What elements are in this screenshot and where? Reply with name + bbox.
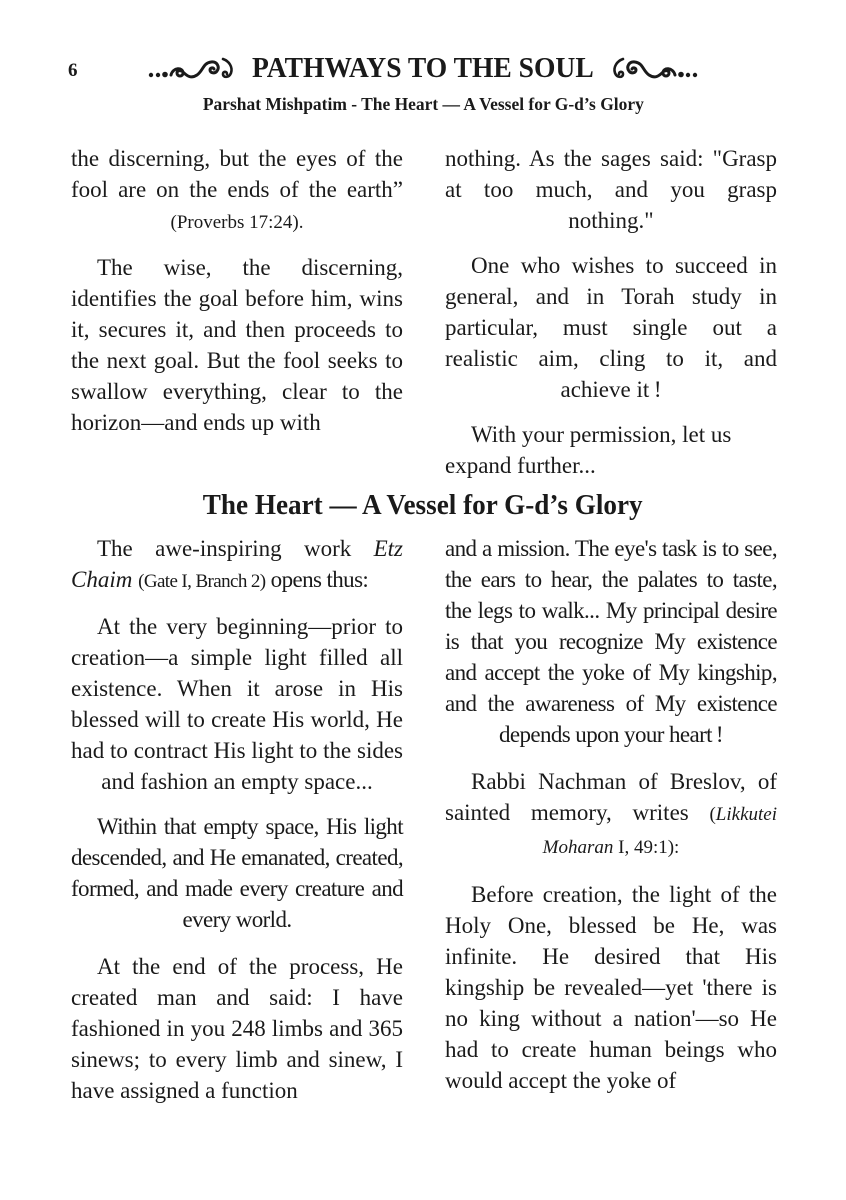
citation: (Gate I, Branch 2) xyxy=(138,571,266,592)
top-left-column xyxy=(71,143,403,438)
paragraph-text: the discerning, but the eyes of the fool are on the ends of the earth” xyxy=(71,146,403,202)
paragraph-text: The awe-inspiring work xyxy=(97,536,374,561)
paragraph-rabbi-nachman xyxy=(445,766,777,863)
paragraph-wise-discerning: The wise, the discerning, identifies the goal before him, wins it, secures it, and then proceeds to the next goal. But the fool seeks to swallow everything, clear to the horizon—and ends up with xyxy=(71,255,403,435)
work-title: Likkutei Moharan xyxy=(542,804,777,858)
section-heading xyxy=(0,488,846,524)
paragraph-sages-quote: nothing. As the sages said: "Grasp at too much, and you grasp nothing." xyxy=(445,146,777,233)
citation-rest: I, 49:1): xyxy=(613,837,680,858)
page-number: 6 xyxy=(68,60,78,81)
paragraph-text: opens thus: xyxy=(265,567,369,592)
paragraph-etz-chaim-intro xyxy=(71,533,403,597)
flourish-right-icon xyxy=(607,53,699,83)
paragraph-succeed: One who wishes to succeed in general, and in Torah study in particular, must single out a realistic aim, cling to it, and achieve it ! xyxy=(445,253,777,402)
citation: (Proverbs 17:24). xyxy=(170,212,304,233)
running-subtitle-text: Parshat Mishpatim - The Heart — A Vessel for G-d’s Glory xyxy=(202,94,644,114)
paragraph-proverbs-quote xyxy=(71,143,403,238)
top-right-column xyxy=(445,143,777,481)
paragraph-text: Rabbi Nachman of Breslov, of sainted memory, writes xyxy=(445,769,777,825)
paragraph-before-creation: Before creation, the light of the Holy One, blessed be He, was infinite. He desired that His kingship be revealed—yet 'there is no king without a nation'—so He had to create human beings who would accept the yoke of xyxy=(445,882,777,1093)
paragraph-permission: With your permission, let us expand further... xyxy=(445,422,732,478)
running-subtitle xyxy=(0,94,846,115)
section-heading-text: The Heart — A Vessel for G-d’s Glory xyxy=(203,490,643,521)
citation-open: ( xyxy=(709,804,716,825)
bottom-right-column xyxy=(445,533,777,1096)
running-title xyxy=(128,48,718,88)
flourish-left-icon xyxy=(147,53,239,83)
work-title: Etz Chaim xyxy=(71,536,403,592)
bottom-left-column xyxy=(71,533,403,1106)
paragraph-simple-light: At the very beginning—prior to creation—a simple light filled all existence. When it arose in His blessed will to create His world, He had to contract His light to the sides and fashion an empty space... xyxy=(71,614,403,794)
paragraph-mission: and a mission. The eye's task is to see, the ears to hear, the palates to taste, the legs to walk... My principal desire is that you recognize My existence and accept the yoke of My kingship, and the awareness of My existence depends upon your heart ! xyxy=(445,536,777,747)
running-title-text: PATHWAYS TO THE SOUL xyxy=(252,51,594,84)
paragraph-empty-space: Within that empty space, His light descended, and He emanated, created, formed, and made every creature and every world. xyxy=(71,814,403,932)
paragraph-end-of-process: At the end of the process, He created man and said: I have fashioned in you 248 limbs and 365 sinews; to every limb and sinew, I have assigned a function xyxy=(71,954,403,1103)
